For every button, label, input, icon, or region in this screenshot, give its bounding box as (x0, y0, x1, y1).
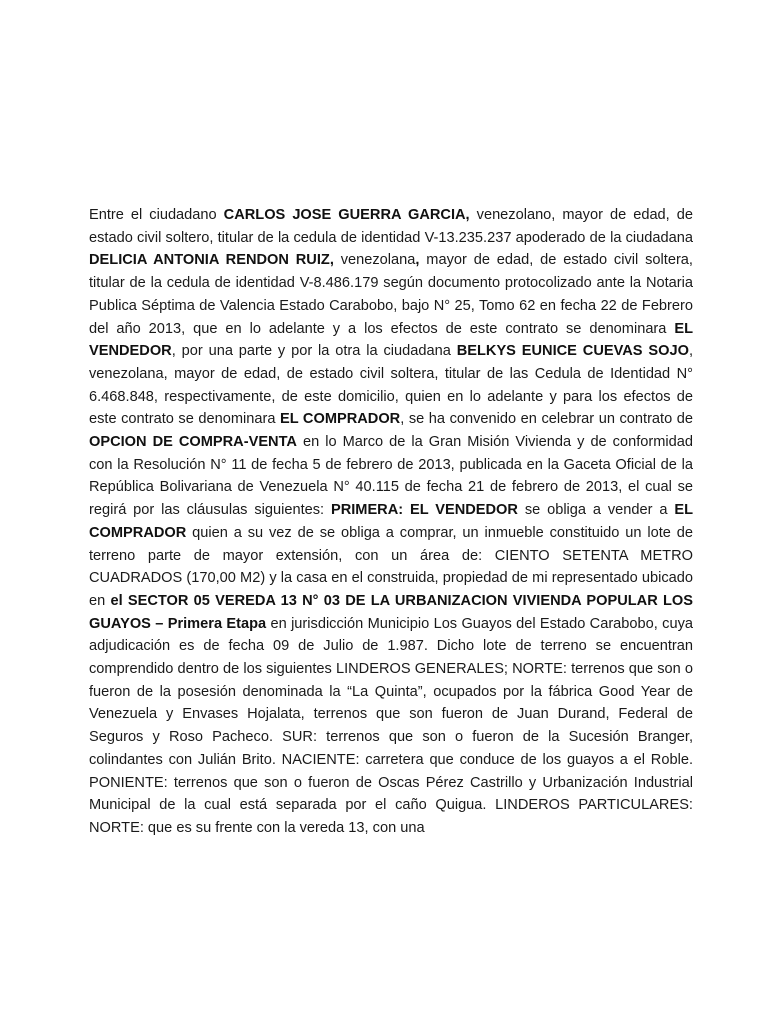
text-run: , por una parte y por la otra la ciudadana (171, 343, 457, 360)
text-run: en lo Marco de la Gran Misión Vivienda y de conformidad con la Resolución N° 11 de fecha 5 de febrero de 2013, publicada en la Gaceta Oficial de la República Bolivariana de Venezuela N° 40.115 de fecha 21 de febrero de 2013, el cual se regirá por las cláusulas siguientes: (89, 434, 693, 519)
text-run: venezolana (333, 252, 416, 269)
text-run: Entre el ciudadano (89, 207, 224, 223)
text-run: , venezolana, mayor de edad, de estado civil soltera, titular de las Cedula de Identidad N° 6.468.848, respectivamente, de este domicilio, quien en lo adelante y para los efectos de este contrato se denominara (89, 343, 693, 428)
contract-paragraph (89, 204, 693, 840)
party-name-represented: DELICIA ANTONIA RENDON RUIZ, (89, 252, 334, 269)
party-name-buyer: BELKYS EUNICE CUEVAS SOJO (456, 343, 689, 360)
text-run: venezolano, mayor de edad, de estado civil soltero, titular de la cedula de identidad V-13.235.237 apoderado de la ciudadana (89, 207, 693, 246)
text-run: , se ha convenido en celebrar un contrato de (400, 411, 694, 428)
text-run: mayor de edad, de estado civil soltera, titular de la cedula de identidad V-8.486.179 según documento protocolizado ante la Notaria Publica Séptima de Valencia Estado Carabobo, bajo N° 25, Tomo 62 en fecha 22 de Febrero del año 2013, que en lo adelante y a los efectos de este contrato se denominara (89, 252, 693, 337)
text-run: se obliga a vender a (517, 502, 675, 519)
contract-type: OPCION DE COMPRA-VENTA (89, 434, 297, 451)
term-buyer: EL COMPRADOR (89, 502, 693, 541)
text-run-bold: , (415, 252, 420, 269)
clause-first-heading: PRIMERA: EL VENDEDOR (330, 502, 518, 519)
term-seller: EL VENDEDOR (89, 320, 693, 360)
text-run: en jurisdicción Municipio Los Guayos del Estado Carabobo, cuya adjudicación es de fecha 09 de Julio de 1.987. Dicho lote de terreno se encuentran comprendido dentro de los siguientes LINDEROS GENERALES; NORTE: terrenos que son o fueron de la posesión denominada la “La Quinta”, ocupados por la fábrica Good Year de Venezuela y Envases Hojalata, terrenos que son fueron de Juan Durand, Federal de Seguros y Roso Pacheco. SUR: terrenos que son o fueron de la Sucesión Branger, colindantes con Julián Brito. NACIENTE: carretera que conduce de los guayos a el Roble. PONIENTE: terrenos que son o fueron de Oscas Pérez Castrillo y Urbanización Industrial Municipal de la cual está separada por el caño Quigua. LINDEROS PARTICULARES: NORTE: que es su frente con la vereda 13, con una (89, 615, 693, 836)
property-location: el SECTOR 05 VEREDA 13 N° 03 DE LA URBANIZACION VIVIENDA POPULAR LOS GUAYOS – Primera Etapa (89, 592, 693, 632)
text-run: quien a su vez de se obliga a comprar, un inmueble constituido un lote de terreno parte de mayor extensión, con un área de: CIENTO SETENTA METRO CUADRADOS (170,00 M2) y la casa en el construida, propiedad de mi representado ubicado en (89, 524, 693, 609)
term-buyer: EL COMPRADOR (280, 411, 401, 428)
party-name-seller: CARLOS JOSE GUERRA GARCIA, (223, 207, 470, 223)
